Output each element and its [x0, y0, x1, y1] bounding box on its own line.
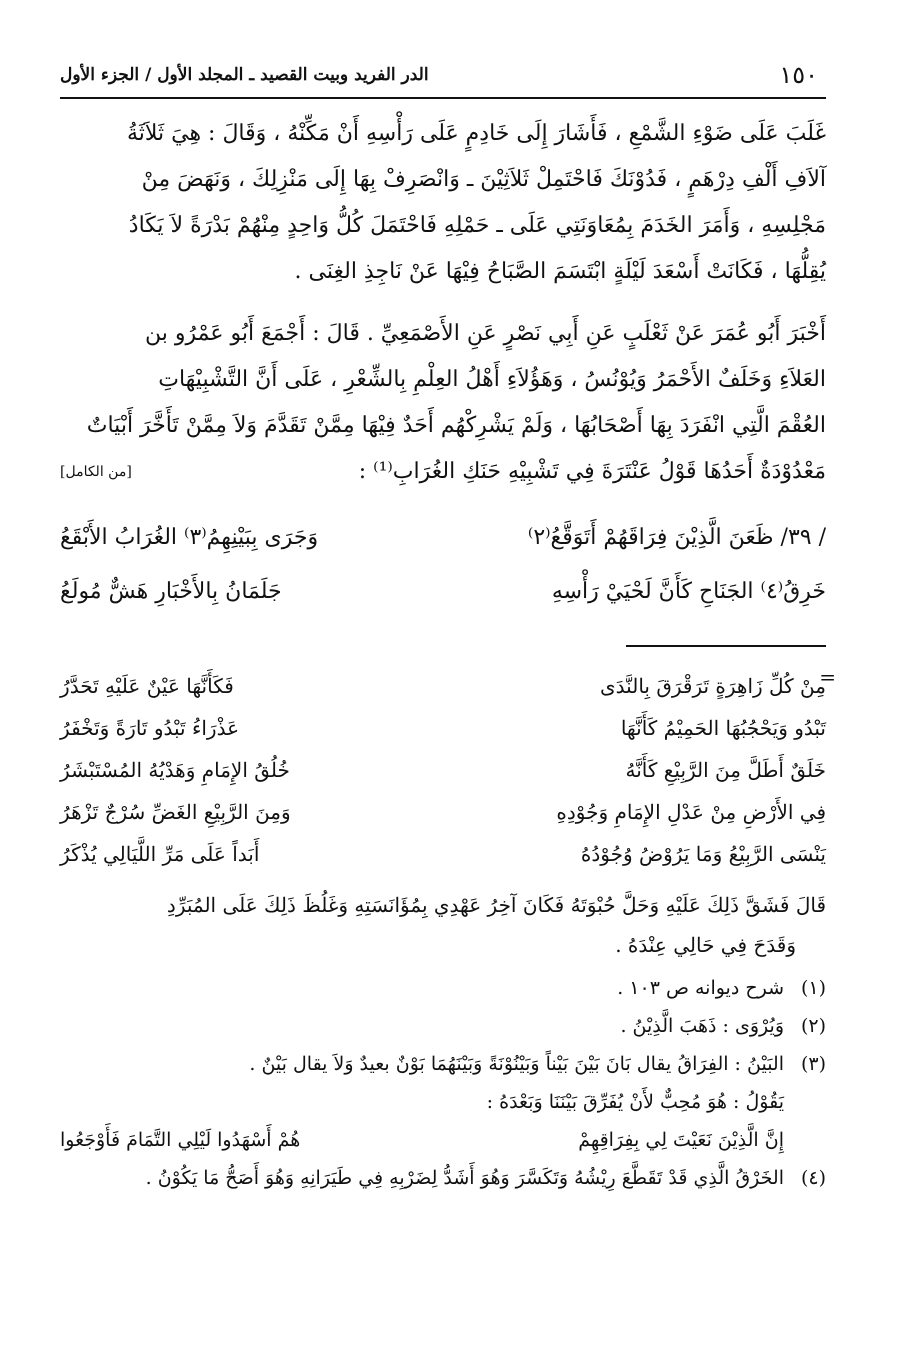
footnote-1: [60, 969, 826, 1007]
verse-line: [60, 665, 826, 707]
text-line: آلاَفِ أَلْفِ دِرْهَمٍ ، فَدُوْنَكَ فَاحْتَمِلْ ثَلاَثِيْنَ ـ وَانْصَرِفْ بِهَا إِلَى مَنْزِلِكَ ، وَنَهَضَ مِنْ: [141, 167, 826, 192]
verse-line: [60, 791, 826, 833]
hemistich-second: هُمْ أَسْهَدُوا لَيْلِي التَّمَامَ فَأَوْجَعُوا: [60, 1129, 301, 1151]
running-head: الدر الفريد وبيت القصيد ـ المجلد الأول / الجزء الأول: [60, 65, 429, 85]
footnote-text: الخَرْقُ الَّذِي قَدْ تَقَطَّعَ رِيْشُهُ وَتَكَسَّرَ وَهُوَ أَشَدُّ لِضَرْبِهِ فِي طَيَرَانِهِ وَهُوَ أَصَحُّ مَا يَكُوْنُ .: [145, 1167, 784, 1189]
verse-line: [60, 511, 826, 565]
hemistich-second: وَجَرَى بِبَيْنِهِمُ⁽٣⁾ الغُرَابُ الأَبْقَعُ: [60, 525, 319, 550]
text-line: أَخْبَرَ أَبُو عُمَرَ عَنْ ثَعْلَبٍ عَنِ أَبِي نَصْرٍ عَنِ الأَصْمَعِيِّ . قَالَ : أَجْمَعَ أَبُو عَمْرُو بن: [145, 321, 826, 346]
footnote-text: البَيْنُ : الفِرَاقُ يقال بَانَ بَيْنَ بَيْناً وَبَيْنُوْنَةً وَبَيْنَهُمَا بَوْنٌ بعيدٌ وَلاَ يقال بَيْنٌ .: [249, 1053, 784, 1075]
verse-line: [60, 565, 826, 619]
header-rule: [60, 97, 826, 99]
footnote-2: [60, 1007, 826, 1045]
footnote-text: وَيُرْوَى : ذَهَبَ الَّذِيْنُ .: [620, 1015, 784, 1037]
hemistich-first: خَلَقٌ أَطَلَّ مِنَ الرَّبِيْعِ كَأَنَّهُ: [625, 758, 826, 782]
page: [60, 55, 836, 1197]
page-number: ١٥٠: [779, 61, 818, 89]
footnote-3-continuation: يَقُوْلُ : هُوَ مُحِبٌّ لأَنْ يُفَرِّقَ بَيْنَنَا وَبَعْدَهُ :: [486, 1091, 784, 1113]
verse-line: [60, 833, 826, 875]
text-line: العُقْمَ الَّتِي انْفَرَدَ بِهَا أَصْحَابُهَا ، وَلَمْ يَشْرِكْهُم أَحَدٌ فِيْهَا مِمَّنْ تَقَدَّمَ وَلاَ مِمَّنْ تَأَخَّرَ أَبْيَاتٌ: [86, 413, 826, 438]
paragraph-2: [60, 311, 826, 495]
hemistich-first: إِنَّ الَّذِيْنَ نَعَيْتَ لِي بِفِرَاقِهِمْ: [578, 1129, 784, 1151]
text-line: يُقِلُّهَا ، فَكَانَتْ أَسْعَدَ لَيْلَةٍ ابْتَسَمَ الصَّبَاحُ فِيْهَا عَنْ نَاجِذِ الغِنَى .: [294, 259, 826, 284]
footnote-3: [60, 1045, 826, 1083]
footnote-separator: [626, 645, 826, 647]
footnote-number: (١): [800, 977, 826, 999]
footnote-4: [60, 1159, 826, 1197]
hemistich-second: وَمِنَ الرَّبِيْعِ الغَضِّ سُرْجٌ تَزْهَرُ: [60, 800, 291, 824]
text-line: مَجْلِسِهِ ، وَأَمَرَ الخَدَمَ بِمُعَاوَنَتِي عَلَى ـ حَمْلِهِ فَاحْتَمَلَ كُلُّ وَاحِدٍ مِنْهُمْ بَدْرَةً لاَ يَكَادُ: [128, 213, 826, 238]
text-line: غَلَبَ عَلَى ضَوْءِ الشَّمْعِ ، فَأَشَارَ إِلَى خَادِمٍ عَلَى رَأْسِهِ أَنْ مَكِّنْهُ ، وَقَالَ : هِيَ ثَلاَثَةُ: [126, 121, 826, 146]
footnote-number: (٣): [800, 1053, 826, 1075]
hemistich-first: تَبْدُو وَيَحْجُبُهَا الحَمِيْمُ كَأَنَّهَا: [620, 716, 826, 740]
main-verse: [60, 511, 826, 619]
paragraph-1: [60, 111, 826, 295]
meter-note: [من الكامل]: [60, 464, 132, 480]
verse-line: [60, 707, 826, 749]
hemistich-second: فَكَأَنَّهَا عَيْنٌ عَلَيْهِ تَحَدَّرُ: [60, 674, 234, 698]
hemistich-second: عَذْرَاءُ تَبْدُو تَارَةً وَتَخْفَرُ: [60, 716, 239, 740]
footnote-text: شرح ديوانه ص ١٠٣ .: [617, 977, 784, 999]
hemistich-first: يَنْسَى الرَّبِيْعُ وَمَا يَرُوْضُ وُجُوْدُهُ: [580, 842, 826, 866]
text-line: قَالَ فَشَقَّ ذَلِكَ عَلَيْهِ وَحَلَّ حُبْوَتَهُ فَكَانَ آخِرُ عَهْدِي بِمُؤَانَسَتِهِ وَغَلُظَ ذَلِكَ عَلَى المُبَرِّدِ: [166, 893, 826, 917]
text-line: وَقَدَحَ فِي حَالِي عِنْدَهُ .: [615, 933, 796, 957]
text-line-with-meter: [60, 449, 826, 495]
poem: [60, 665, 836, 875]
footnotes: [60, 969, 826, 1197]
page-header: [60, 55, 826, 95]
hemistich-first: / ٣٩/ ظَعَنَ الَّذِيْنَ فِرَاقَهُمْ أَتَوَقَّعُ⁽٢⁾: [527, 525, 826, 550]
text-line: مَعْدُوْدَةٌ أَحَدُهَا قَوْلُ عَنْتَرَةَ فِي تَشْبِيْهِ حَنَكِ الغُرَابِ⁽¹⁾ :: [358, 459, 826, 484]
text-line: العَلاَءِ وَخَلَفٌ الأَحْمَرُ وَيُوْنُسُ ، وَهَؤُلاَءِ أَهْلُ العِلْمِ بِالشِّعْرِ ، عَلَى أَنَّ التَّشْبِيْهَاتِ: [158, 367, 826, 392]
footnote-prose: [60, 885, 826, 965]
hemistich-first: فِي الأَرْضِ مِنْ عَدْلِ الإِمَامِ وَجُوْدِهِ: [556, 800, 826, 824]
footnote-number: (٤): [800, 1167, 826, 1189]
continuation-mark: =: [819, 665, 836, 689]
verse-line: [60, 749, 826, 791]
hemistich-first: مِنْ كُلِّ زَاهِرَةٍ تَرَقْرَقَ بِالنَّدَى: [600, 674, 826, 698]
hemistich-second: جَلَمَانُ بِالأَخْبَارِ هَشٌّ مُولَعُ: [60, 579, 282, 604]
footnote-number: (٢): [800, 1015, 826, 1037]
hemistich-first: خَرِقُ⁽٤⁾ الجَنَاحِ كَأَنَّ لَحْيَيْ رَأْسِهِ: [551, 579, 826, 604]
hemistich-second: أَبَداً عَلَى مَرِّ اللَّيَالِي يُذْكَرُ: [60, 842, 260, 866]
footnote-verse: [60, 1121, 826, 1159]
hemistich-second: خُلُقُ الإِمَامِ وَهَدْيُهُ المُسْتَبْشَرُ: [60, 758, 290, 782]
